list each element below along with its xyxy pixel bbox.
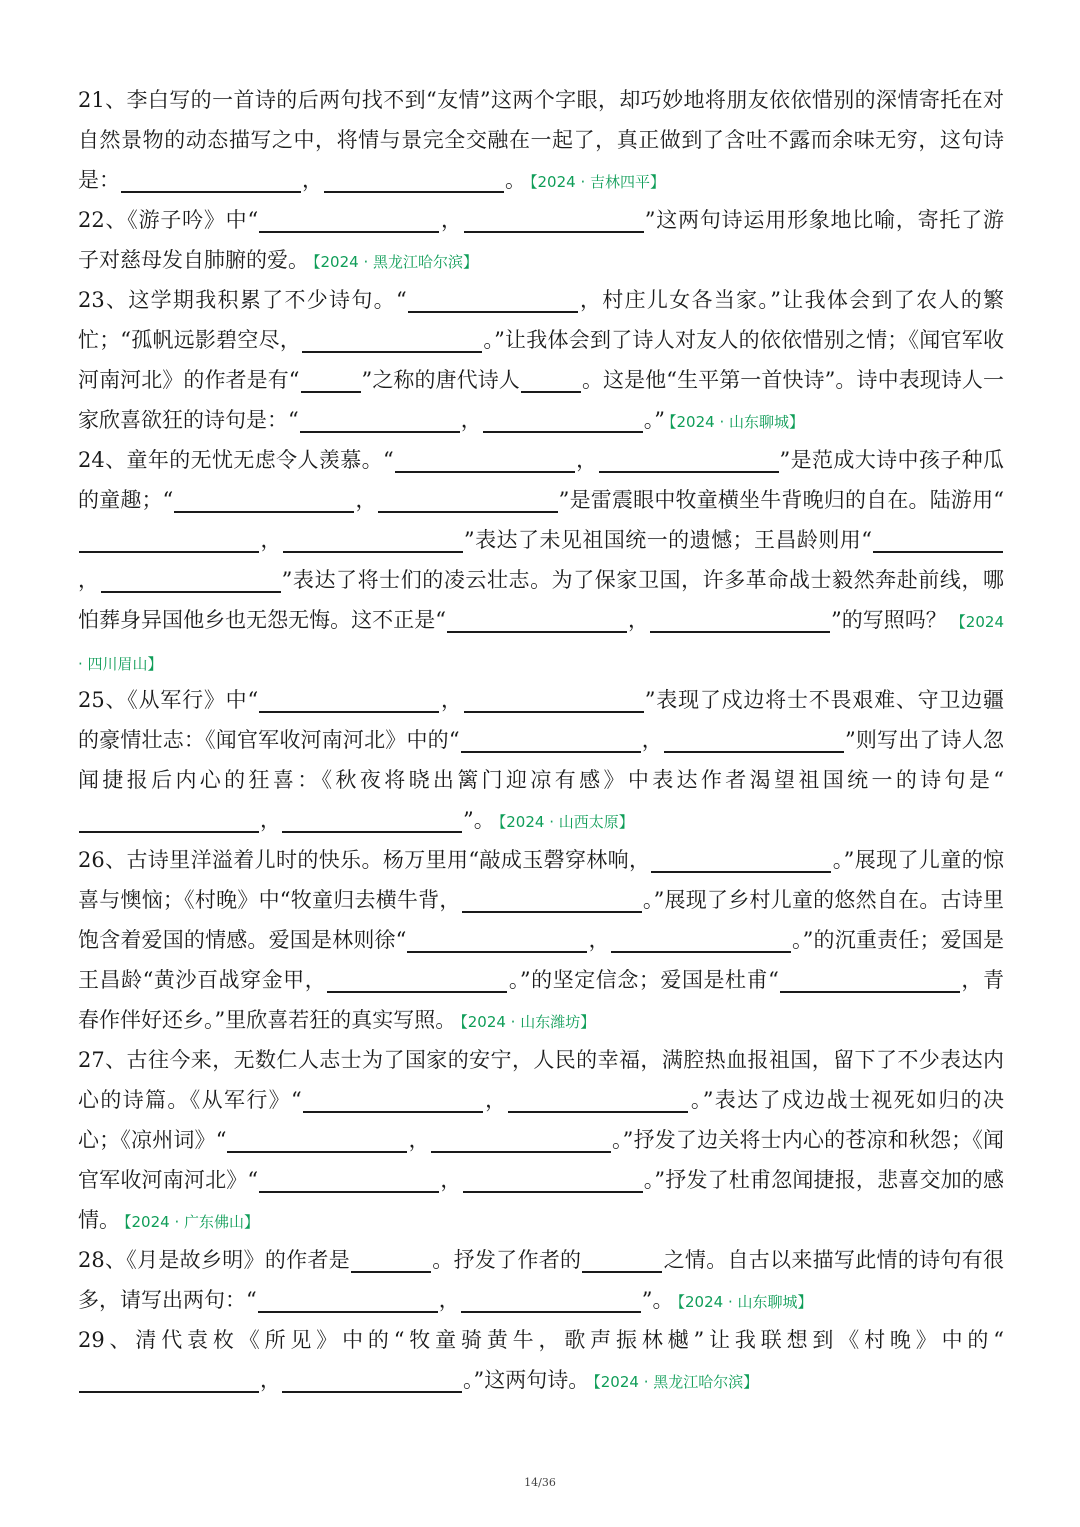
answer-blank[interactable] xyxy=(324,191,504,193)
answer-blank[interactable] xyxy=(408,311,578,313)
answer-blank[interactable] xyxy=(611,951,791,953)
question-21: 21、李白写的一首诗的后两句找不到“友情”这两个字眼，却巧妙地将朋友依依惜别的深情寄托在对自然景物的动态描写之中，将情与景完全交融在一起了，真正做到了含吐不露而余味无穷，这句诗是： ， 。 【2024 · 吉林四平】 xyxy=(78,88,1004,192)
answer-blank[interactable] xyxy=(259,711,439,713)
page-number: 14/36 xyxy=(524,1476,556,1489)
answer-blank[interactable] xyxy=(283,551,463,553)
answer-blank[interactable] xyxy=(780,991,960,993)
answer-blank[interactable] xyxy=(651,871,831,873)
answer-blank[interactable] xyxy=(301,391,361,393)
answer-blank[interactable] xyxy=(664,751,844,753)
answer-blank[interactable] xyxy=(464,231,644,233)
answer-blank[interactable] xyxy=(79,1391,259,1393)
answer-blank[interactable] xyxy=(282,831,462,833)
answer-blank[interactable] xyxy=(378,511,558,513)
source-tag: 【2024 · 山东聊城】 xyxy=(669,413,804,431)
answer-blank[interactable] xyxy=(227,1151,407,1153)
answer-blank[interactable] xyxy=(463,1191,643,1193)
source-tag: 【2024 · 广东佛山】 xyxy=(124,1213,259,1231)
source-tag: 【2024 · 黑龙江哈尔滨】 xyxy=(593,1373,759,1391)
answer-blank[interactable] xyxy=(407,951,587,953)
answer-blank[interactable] xyxy=(462,911,642,913)
question-27: 27、古往今来，无数仁人志士为了国家的安宁，人民的幸福，满腔热血报祖国，留下了不少表达内心的诗篇。《从军行》“ ， 。”表达了戍边战士视死如归的决心；《凉州词》“ ， 。”抒发了边关将士内心的苍凉和秋怨；《闻官军收河南河北》“ ， 。”抒发了杜甫忽闻捷报，悲喜交加的感情。 【2024 · 广东佛山】 xyxy=(78,1048,1005,1232)
answer-blank[interactable] xyxy=(461,751,641,753)
question-22: 22、《游子吟》中“ ， ”这两句诗运用形象地比喻，寄托了游子对慈母发自肺腑的爱。 【2024 · 黑龙江哈尔滨】 xyxy=(78,208,1004,272)
answer-blank[interactable] xyxy=(431,1151,611,1153)
source-tag: 【2024 · 吉林四平】 xyxy=(530,173,665,191)
answer-blank[interactable] xyxy=(582,1271,662,1273)
question-23: 23、这学期我积累了不少诗句。“ ，村庄儿女各当家。”让我体会到了农人的繁忙；“孤帆远影碧空尽， 。”让我体会到了诗人对友人的依依惜别之情；《闻官军收河南河北》的作者是有“ ”之称的唐代诗人 。这是他“生平第一首快诗”。诗中表现诗人一家欣喜欲狂的诗句是：“ ， 。” 【2024 · 山东聊城】 xyxy=(78,288,1004,432)
answer-blank[interactable] xyxy=(464,711,644,713)
answer-blank[interactable] xyxy=(300,431,460,433)
question-28: 28、《月是故乡明》的作者是 。抒发了作者的 之情。自古以来描写此情的诗句有很多，请写出两句：“ ， ”。 【2024 · 山东聊城】 xyxy=(78,1248,1004,1312)
answer-blank[interactable] xyxy=(174,511,354,513)
answer-blank[interactable] xyxy=(303,1111,483,1113)
answer-blank[interactable] xyxy=(461,1311,641,1313)
answer-blank[interactable] xyxy=(351,1271,431,1273)
question-29: 29、清代袁枚《所见》中的“牧童骑黄牛，歌声振林樾”让我联想到《村晚》中的“， 。”这两句诗。 【2024 · 黑龙江哈尔滨】 xyxy=(78,1328,1004,1392)
answer-blank[interactable] xyxy=(121,191,301,193)
answer-blank[interactable] xyxy=(483,431,643,433)
answer-blank[interactable] xyxy=(508,1111,688,1113)
source-tag: 【2024 · 山东聊城】 xyxy=(677,1293,813,1311)
answer-blank[interactable] xyxy=(258,1311,438,1313)
answer-blank[interactable] xyxy=(521,391,581,393)
answer-blank[interactable] xyxy=(447,631,627,633)
question-24: 24、童年的无忧无虑令人羡慕。“ ， ”是范成大诗中孩子种瓜的童趣；“ ， ”是雷震眼中牧童横坐牛背晚归的自在。陆游用“， ”表达了未见祖国统一的遗憾；王昌龄则用“， ”表达了将士们的凌云壮志。为了保家卫国，许多革命战士毅然奔赴前线，哪怕葬身异国他乡也无怨无悔。这不正是“ ， ”的写照吗？ 【2024 · 四川眉山】 xyxy=(78,448,1005,673)
answer-blank[interactable] xyxy=(101,591,281,593)
answer-blank[interactable] xyxy=(282,1391,462,1393)
source-tag: 【2024 · 黑龙江哈尔滨】 xyxy=(313,253,478,271)
source-tag: 【2024 · 山西太原】 xyxy=(498,813,634,831)
question-25: 25、《从军行》中“ ， ”表现了戍边将士不畏艰难、守卫边疆的豪情壮志：《闻官军收河南河北》中的“ ， ”则写出了诗人忽闻捷报后内心的狂喜：《秋夜将晓出篱门迎凉有感》中表达作者渴望祖国统一的诗句是“， ”。 【2024 · 山西太原】 xyxy=(78,688,1004,832)
source-tag: 【2024 · 四川眉山】 xyxy=(78,613,1004,673)
answer-blank[interactable] xyxy=(650,631,830,633)
answer-blank[interactable] xyxy=(395,471,575,473)
answer-blank[interactable] xyxy=(599,471,779,473)
answer-blank[interactable] xyxy=(259,231,439,233)
answer-blank[interactable] xyxy=(302,351,482,353)
answer-blank[interactable] xyxy=(79,831,259,833)
question-26: 26、古诗里洋溢着儿时的快乐。杨万里用“敲成玉磬穿林响， 。”展现了儿童的惊喜与懊恼；《村晚》中“牧童归去横牛背， 。”展现了乡村儿童的悠然自在。古诗里饱含着爱国的情感。爱国是林则徐“ ， 。”的沉重责任；爱国是王昌龄“黄沙百战穿金甲， 。”的坚定信念；爱国是杜甫“ ，青春作伴好还乡。”里欣喜若狂的真实写照。 【2024 · 山东潍坊】 xyxy=(78,848,1005,1032)
answer-blank[interactable] xyxy=(327,991,507,993)
source-tag: 【2024 · 山东潍坊】 xyxy=(460,1013,596,1031)
answer-blank[interactable] xyxy=(873,551,1003,553)
answer-blank[interactable] xyxy=(259,1191,439,1193)
answer-blank[interactable] xyxy=(79,551,259,553)
